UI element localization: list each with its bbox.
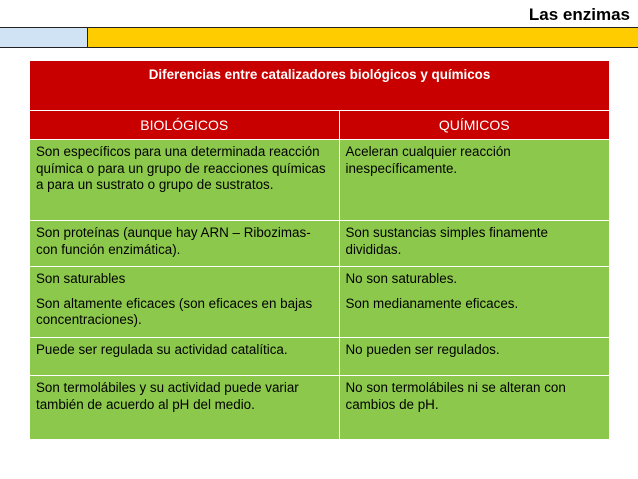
table-row <box>30 292 609 338</box>
table-cell-biologicos: Puede ser regulada su actividad catalítica. <box>30 338 339 376</box>
table-caption: Diferencias entre catalizadores biológicos y químicos <box>30 61 609 111</box>
comparison-table <box>30 61 609 439</box>
slide-title: Las enzimas <box>528 5 630 24</box>
table-cell-biologicos: Son saturables <box>30 267 339 292</box>
table-cell-quimicos: Son medianamente eficaces. <box>339 292 609 338</box>
table-row <box>30 267 609 292</box>
header-bar-blue-segment <box>0 28 88 47</box>
table-cell-quimicos: No son termolábiles ni se alteran con cambios de pH. <box>339 376 609 439</box>
table-row <box>30 221 609 267</box>
table-cell-quimicos: Son sustancias simples finamente divididas. <box>339 221 609 267</box>
table-cell-biologicos: Son específicos para una determinada reacción química o para un grupo de reacciones químicas a para un sustrato o grupo de sustratos. <box>30 140 339 221</box>
table-cell-biologicos: Son termolábiles y su actividad puede variar también de acuerdo al pH del medio. <box>30 376 339 439</box>
table-cell-biologicos: Son altamente eficaces (son eficaces en bajas concentraciones). <box>30 292 339 338</box>
column-header-biologicos: BIOLÓGICOS <box>30 111 339 140</box>
table-cell-quimicos: Aceleran cualquier reacción inespecíficamente. <box>339 140 609 221</box>
table-row <box>30 376 609 439</box>
table-cell-quimicos: No son saturables. <box>339 267 609 292</box>
table-cell-biologicos: Son proteínas (aunque hay ARN – Ribozimas- con función enzimática). <box>30 221 339 267</box>
column-header-quimicos: QUÍMICOS <box>339 111 609 140</box>
table-row <box>30 140 609 221</box>
decorative-header-bar <box>0 27 638 48</box>
table-row <box>30 338 609 376</box>
header-bar-yellow-segment <box>88 28 638 47</box>
table-cell-quimicos: No pueden ser regulados. <box>339 338 609 376</box>
